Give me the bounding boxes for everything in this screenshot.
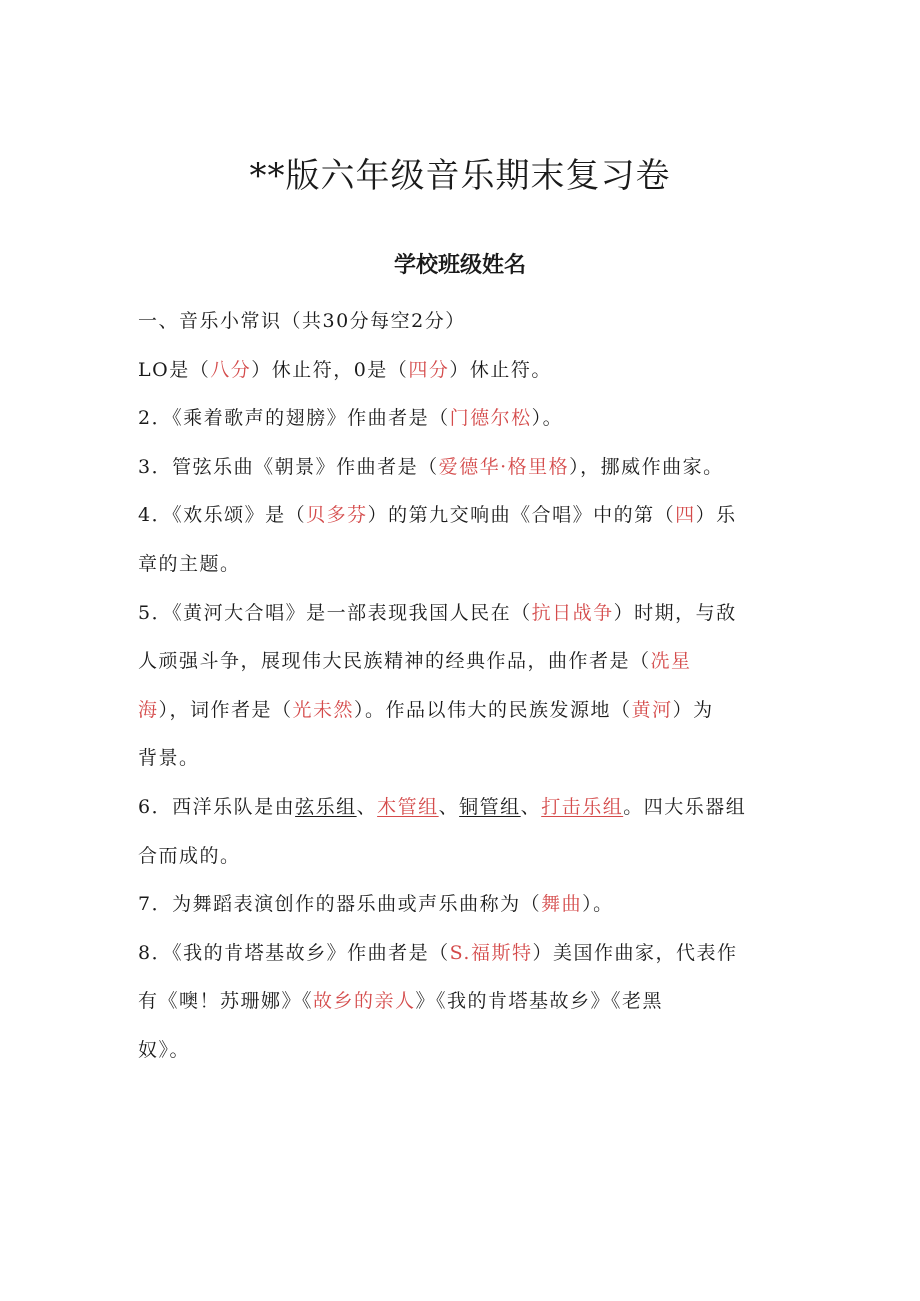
question-6-cont: 合而成的。 (138, 844, 241, 867)
section-heading: 一、音乐小常识（共30分每空2分） (138, 310, 466, 332)
answer: 四 (675, 504, 696, 527)
question-text: ），挪威作曲家。 (569, 455, 724, 478)
answer: 光未然 (292, 698, 355, 721)
question-text: 6．西洋乐队是由 (138, 795, 296, 818)
answer: 故乡的亲人 (313, 990, 416, 1013)
word: 弦乐组 (295, 795, 357, 818)
question-text: 7．为舞蹈表演创作的器乐曲或声乐曲称为（ (138, 893, 542, 916)
question-4-cont: 章的主题。 (138, 552, 241, 575)
question-text: 有《噢！苏珊娜》《 (138, 990, 314, 1013)
question-text: ）休止符，0是（ (251, 358, 409, 381)
question-3 (138, 455, 788, 479)
answer: 爱德华·格里格 (438, 455, 570, 478)
answer: 海 (138, 698, 159, 721)
answer: 门德尔松 (449, 407, 532, 430)
question-text: ）美国作曲家，代表作 (532, 941, 738, 964)
question-5-cont: 背景。 (138, 747, 200, 770)
answer: 冼星 (650, 650, 692, 673)
separator: 、 (520, 795, 542, 818)
question-text: 2．《乘着歌声的翅膀》作曲者是（ (138, 407, 450, 430)
answer: 八分 (210, 358, 252, 381)
page-title: **版六年级音乐期末复习卷 (249, 156, 671, 196)
question-text: LO是（ (138, 358, 211, 381)
question-5-cont (138, 698, 788, 722)
answer: 木管组 (377, 795, 439, 818)
question-text: ），词作者是（ (158, 698, 293, 721)
question-5-cont (138, 649, 788, 673)
question-text: 4．《欢乐颂》是（ (138, 504, 307, 527)
question-text: ）。作品以伟大的民族发源地（ (354, 698, 632, 721)
answer: S.福斯特 (449, 941, 533, 964)
question-2 (138, 406, 788, 430)
question-text: ）休止符。 (449, 358, 552, 381)
question-text: 3．管弦乐曲《朝景》作曲者是（ (138, 455, 439, 478)
separator: 、 (356, 795, 378, 818)
answer: 抗日战争 (531, 601, 614, 624)
question-5 (138, 601, 788, 625)
student-info-line: 学校班级姓名 (393, 253, 526, 278)
question-text: ）。 (582, 893, 614, 916)
question-8-cont (138, 989, 788, 1013)
answer: 舞曲 (541, 893, 583, 916)
question-text: ）的第九交响曲《合唱》中的第（ (367, 504, 676, 527)
question-text: 8．《我的肯塔基故乡》作曲者是（ (138, 941, 450, 964)
question-text: 5．《黄河大合唱》是一部表现我国人民在（ (138, 601, 532, 624)
question-7 (138, 892, 788, 916)
question-6 (138, 795, 788, 819)
answer: 贝多芬 (306, 504, 368, 527)
answer: 黄河 (631, 698, 673, 721)
answer: 四分 (408, 358, 450, 381)
answer: 打击乐组 (541, 795, 624, 818)
word: 铜管组 (459, 795, 521, 818)
question-text: 》《我的肯塔基故乡》《老黑 (415, 990, 664, 1013)
question-8 (138, 941, 788, 965)
section-music-knowledge (138, 309, 788, 1087)
question-text: 。四大乐器组 (623, 795, 747, 818)
question-text: ）乐 (695, 504, 737, 527)
question-4 (138, 503, 788, 527)
question-text: ）。 (531, 407, 564, 430)
question-1 (138, 358, 788, 382)
question-text: 人顽强斗争，展现伟大民族精神的经典作品，曲作者是（ (138, 650, 651, 673)
question-text: ）时期，与敌 (613, 601, 737, 624)
question-8-cont: 奴》。 (138, 1038, 191, 1061)
separator: 、 (438, 795, 460, 818)
question-text: ）为 (672, 698, 714, 721)
